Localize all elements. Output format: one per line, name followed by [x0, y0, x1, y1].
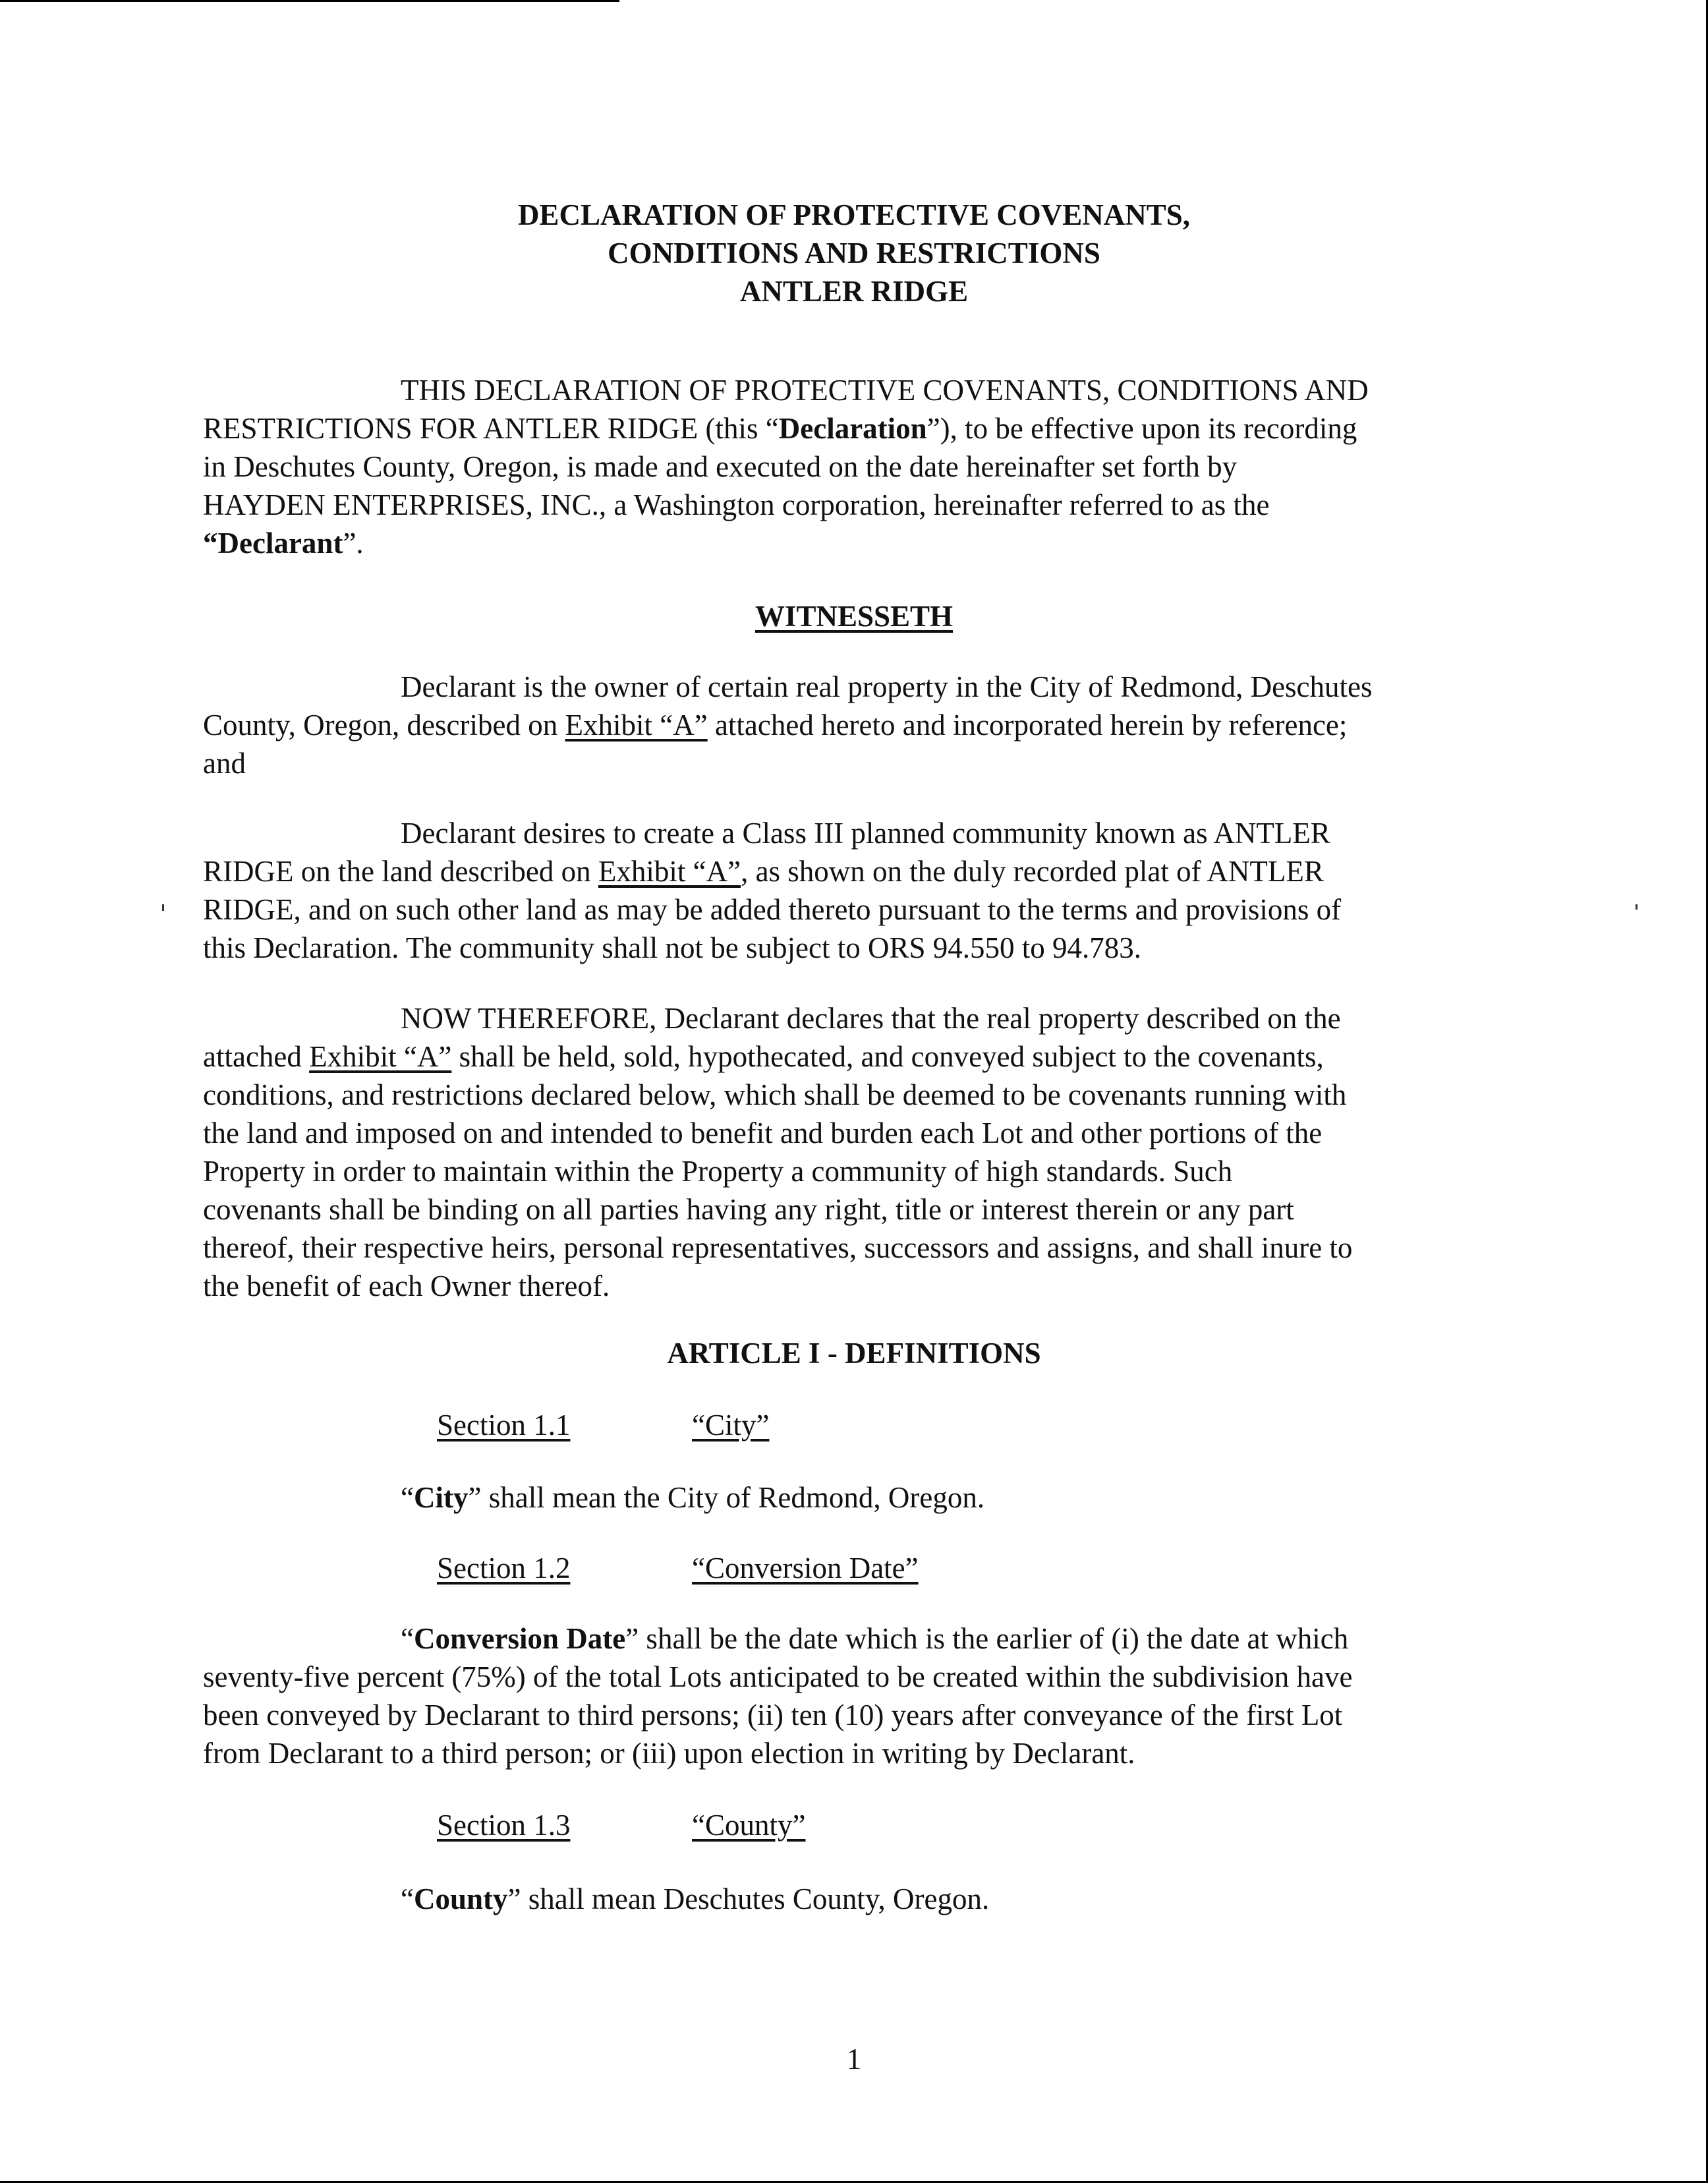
witnesseth-text: WITNESSETH — [754, 600, 954, 633]
intro-line-3: in Deschutes County, Oregon, is made and executed on the date hereinafter set forth by — [203, 450, 1238, 483]
scan-speck — [1636, 904, 1637, 910]
now-therefore-paragraph — [203, 999, 1514, 1305]
section-1-3-heading — [437, 1806, 805, 1844]
defined-term: Conversion Date — [413, 1622, 626, 1655]
definition-text: “ — [401, 1481, 414, 1514]
article-title: ARTICLE I - DEFINITIONS — [667, 1337, 1041, 1370]
section-1-1-heading — [437, 1406, 769, 1444]
recital-text: RIDGE, and on such other land as may be added thereto pursuant to the terms and provisions of — [203, 893, 1342, 926]
title-line-1: DECLARATION OF PROTECTIVE COVENANTS, — [517, 198, 1191, 231]
page-number: 1 — [846, 2043, 862, 2076]
exhibit-a-reference: Exhibit “A” — [565, 709, 708, 742]
intro-text: ”), to be effective upon its recording — [926, 412, 1357, 445]
section-term: “County” — [692, 1809, 806, 1842]
recital-text: this Declaration. The community shall not be subject to ORS 94.550 to 94.783. — [203, 931, 1142, 964]
intro-text: ”. — [343, 527, 364, 560]
recital-text: Declarant desires to create a Class III planned community known as ANTLER — [401, 817, 1330, 850]
body-text: covenants shall be binding on all parties having any right, title or interest therein or any part — [203, 1193, 1294, 1226]
document-title — [0, 196, 1708, 310]
defined-term: County — [413, 1882, 508, 1915]
scan-top-border — [0, 0, 619, 2]
body-text: attached — [203, 1040, 310, 1073]
recital-text: RIDGE on the land described on — [203, 855, 598, 888]
recital-text: and — [203, 747, 246, 780]
definition-text: “ — [401, 1882, 414, 1915]
declarant-term: “Declarant — [203, 527, 343, 560]
section-term: “City” — [692, 1409, 770, 1441]
recital-text: Declarant is the owner of certain real property in the City of Redmond, Deschutes — [401, 670, 1373, 703]
recital-paragraph-1 — [203, 668, 1514, 782]
body-text: conditions, and restrictions declared below, which shall be deemed to be covenants running with — [203, 1078, 1347, 1111]
definition-text: ” shall be the date which is the earlier of (i) the date at which — [625, 1622, 1349, 1655]
exhibit-a-reference: Exhibit “A” — [598, 855, 741, 888]
title-line-2: CONDITIONS AND RESTRICTIONS — [608, 237, 1100, 270]
section-1-1-definition — [401, 1478, 984, 1517]
recital-text: attached hereto and incorporated herein by reference; — [707, 709, 1348, 742]
body-text: Property in order to maintain within the Property a community of high standards. Such — [203, 1155, 1233, 1188]
section-term: “Conversion Date” — [692, 1552, 919, 1585]
intro-text: RESTRICTIONS FOR ANTLER RIDGE (this “ — [203, 412, 779, 445]
body-text: NOW THEREFORE, Declarant declares that the real property described on the — [401, 1002, 1341, 1035]
recital-text: , as shown on the duly recorded plat of ANTLER — [741, 855, 1324, 888]
exhibit-a-reference: Exhibit “A” — [309, 1040, 452, 1073]
witnesseth-heading — [0, 597, 1708, 635]
definition-text: from Declarant to a third person; or (iii) upon election in writing by Declarant. — [203, 1737, 1135, 1770]
definition-text: been conveyed by Declarant to third persons; (ii) ten (10) years after conveyance of the first Lot — [203, 1699, 1343, 1732]
intro-line-1: THIS DECLARATION OF PROTECTIVE COVENANTS, CONDITIONS AND — [401, 374, 1369, 407]
scan-speck — [162, 904, 164, 911]
intro-line-4: HAYDEN ENTERPRISES, INC., a Washington corporation, hereinafter referred to as the — [203, 488, 1270, 521]
body-text: thereof, their respective heirs, personal representatives, successors and assigns, and shall inure to — [203, 1231, 1353, 1264]
definition-text: “ — [401, 1622, 414, 1655]
title-line-3: ANTLER RIDGE — [739, 275, 969, 308]
body-text: the land and imposed on and intended to benefit and burden each Lot and other portions of the — [203, 1117, 1323, 1150]
section-number: Section 1.1 — [437, 1409, 571, 1441]
defined-term: City — [413, 1481, 469, 1514]
section-1-3-definition — [401, 1880, 989, 1918]
definition-text: seventy-five percent (75%) of the total Lots anticipated to be created within the subdivision have — [203, 1660, 1353, 1693]
section-1-2-heading — [437, 1549, 919, 1587]
recital-text: County, Oregon, described on — [203, 709, 565, 742]
body-text: shall be held, sold, hypothecated, and conveyed subject to the covenants, — [451, 1040, 1324, 1073]
article-heading — [0, 1334, 1708, 1372]
definition-text: ” shall mean the City of Redmond, Oregon. — [468, 1481, 985, 1514]
definition-text: ” shall mean Deschutes County, Oregon. — [507, 1882, 990, 1915]
intro-paragraph — [203, 371, 1514, 562]
section-number: Section 1.3 — [437, 1809, 571, 1842]
section-1-2-definition — [203, 1619, 1514, 1772]
section-number: Section 1.2 — [437, 1552, 571, 1585]
body-text: the benefit of each Owner thereof. — [203, 1269, 610, 1302]
recital-paragraph-2 — [203, 814, 1514, 967]
declaration-term: Declaration — [778, 412, 927, 445]
